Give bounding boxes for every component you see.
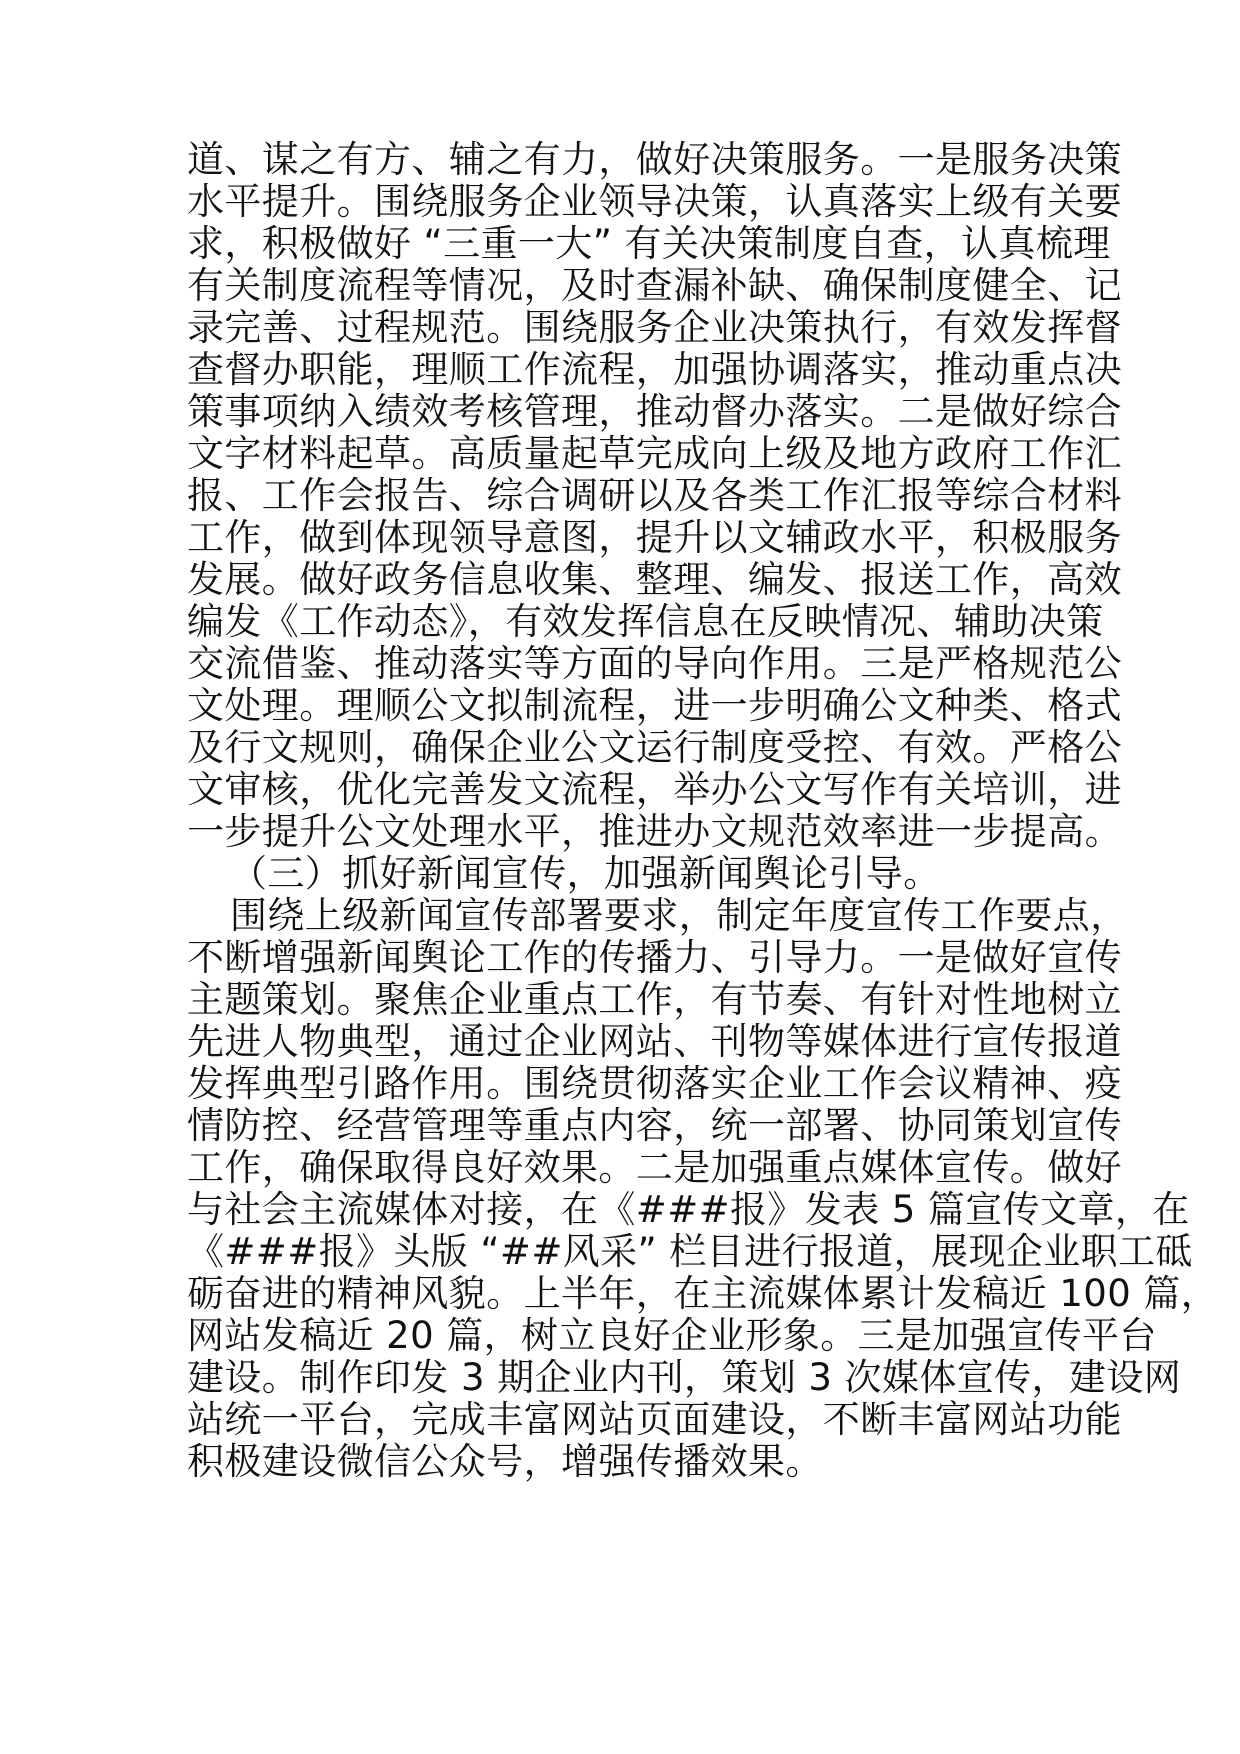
- body-text-line: 查督办职能，理顺工作流程，加强协调落实，推动重点决: [187, 348, 1122, 391]
- body-text-line: 站统一平台，完成丰富网站页面建设，不断丰富网站功能: [187, 1398, 1122, 1441]
- body-text-line: 道、谋之有方、辅之有力，做好决策服务。一是服务决策: [187, 138, 1122, 181]
- body-text-line: 文处理。理顺公文拟制流程，进一步明确公文种类、格式: [187, 684, 1122, 727]
- body-text-line: 录完善、过程规范。围绕服务企业决策执行，有效发挥督: [187, 306, 1122, 349]
- body-text-line: 策事项纳入绩效考核管理，推动督办落实。二是做好综合: [187, 390, 1122, 433]
- body-text-line: 文字材料起草。高质量起草完成向上级及地方政府工作汇: [187, 432, 1122, 475]
- body-text-line: 情防控、经营管理等重点内容，统一部署、协同策划宣传: [187, 1104, 1122, 1147]
- body-text-line: 砺奋进的精神风貌。上半年，在主流媒体累计发稿近 100 篇，: [187, 1272, 1219, 1315]
- body-text-line: 交流借鉴、推动落实等方面的导向作用。三是严格规范公: [187, 642, 1122, 685]
- body-text-line: 建设。制作印发 3 期企业内刊，策划 3 次媒体宣传，建设网: [187, 1356, 1182, 1399]
- body-text-line: 工作，确保取得良好效果。二是加强重点媒体宣传。做好: [187, 1146, 1122, 1189]
- body-text-line: 主题策划。聚焦企业重点工作，有节奏、有针对性地树立: [187, 978, 1122, 1021]
- body-text-line: 文审核，优化完善发文流程，举办公文写作有关培训，进: [187, 768, 1122, 811]
- body-text-line: 发展。做好政务信息收集、整理、编发、报送工作，高效: [187, 558, 1122, 601]
- body-text-line: 网站发稿近 20 篇，树立良好企业形象。三是加强宣传平台: [187, 1314, 1157, 1357]
- body-text-line: 报、工作会报告、综合调研以及各类工作汇报等综合材料: [187, 474, 1122, 517]
- paragraph-first-line: 围绕上级新闻宣传部署要求，制定年度宣传工作要点，: [230, 894, 1128, 937]
- body-text-line: 有关制度流程等情况，及时查漏补缺、确保制度健全、记: [187, 264, 1122, 307]
- body-text-line: 一步提升公文处理水平，推进办文规范效率进一步提高。: [187, 810, 1122, 853]
- body-text-line: 求，积极做好 “三重一大” 有关决策制度自查，认真梳理: [187, 222, 1111, 265]
- body-text-line: 与社会主流媒体对接，在《###报》发表 5 篇宣传文章，在: [187, 1188, 1190, 1231]
- body-text-line: 工作，做到体现领导意图，提升以文辅政水平，积极服务: [187, 516, 1122, 559]
- body-text-line: 积极建设微信公众号，增强传播效果。: [187, 1440, 823, 1483]
- section-heading: （三）抓好新闻宣传，加强新闻舆论引导。: [230, 852, 941, 895]
- body-text-line: 《###报》头版 “##风采” 栏目进行报道，展现企业职工砥: [187, 1230, 1193, 1273]
- body-text-line: 及行文规则，确保企业公文运行制度受控、有效。严格公: [187, 726, 1122, 769]
- body-text-line: 编发《工作动态》，有效发挥信息在反映情况、辅助决策: [187, 600, 1104, 643]
- body-text-line: 先进人物典型，通过企业网站、刊物等媒体进行宣传报道: [187, 1020, 1122, 1063]
- body-text-line: 发挥典型引路作用。围绕贯彻落实企业工作会议精神、疫: [187, 1062, 1122, 1105]
- body-text-line: 水平提升。围绕服务企业领导决策，认真落实上级有关要: [187, 180, 1122, 223]
- body-text-line: 不断增强新闻舆论工作的传播力、引导力。一是做好宣传: [187, 936, 1122, 979]
